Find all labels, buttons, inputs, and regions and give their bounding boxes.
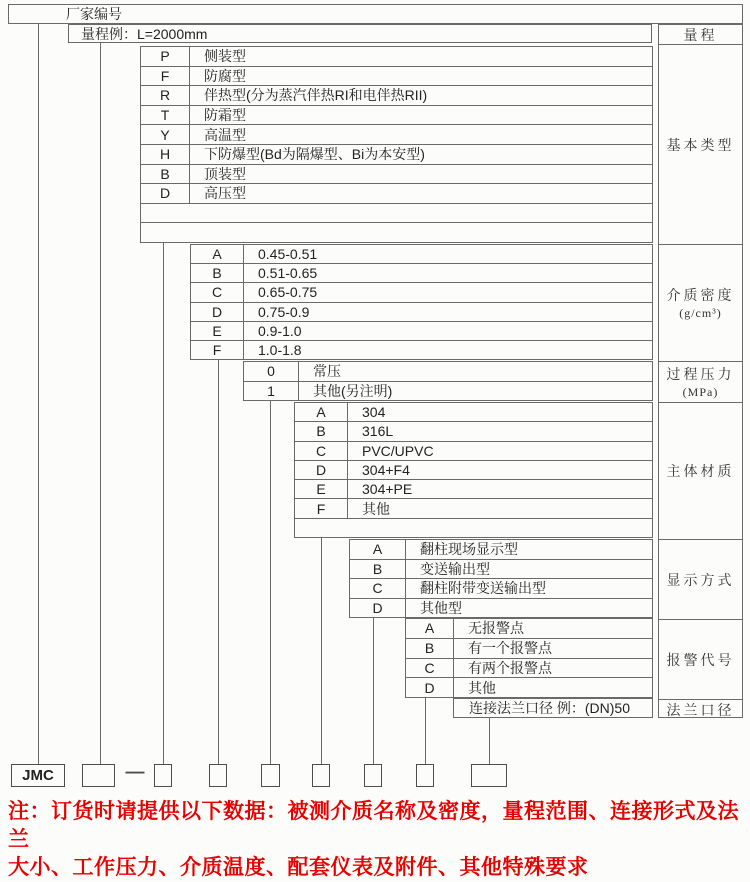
flange-size-row — [453, 698, 653, 718]
option-code: R — [141, 86, 190, 105]
side-label-range: 量程 — [683, 28, 718, 44]
option-code: A — [350, 540, 406, 559]
side-label-body-material: 主体材质 — [659, 402, 742, 539]
side-label-flange-size: 法兰口径 — [659, 699, 742, 719]
connector-alarm — [425, 698, 426, 764]
option-code — [295, 519, 348, 537]
factory-code-label: 厂家编号 — [66, 6, 122, 22]
option-label: 1.0-1.8 — [258, 341, 302, 358]
option-row — [244, 362, 652, 382]
alarm-code-table — [405, 618, 653, 698]
option-label — [348, 519, 652, 537]
factory-code-box — [8, 4, 743, 24]
option-label: 防腐型 — [204, 67, 246, 84]
option-row — [191, 264, 652, 283]
option-code: A — [295, 403, 348, 421]
process-pressure-table — [243, 361, 653, 401]
option-row — [141, 184, 652, 204]
option-row — [350, 579, 652, 599]
option-label: 304+F4 — [362, 461, 410, 478]
option-code: P — [141, 47, 190, 66]
option-code: E — [295, 480, 348, 498]
option-code: A — [191, 245, 244, 263]
range-example-label: 量程例：L=2000mm — [81, 25, 208, 42]
option-row — [191, 303, 652, 322]
option-label: 304 — [362, 404, 386, 421]
option-code: Y — [141, 125, 190, 144]
side-label-medium-density: 介质密度 (g/cm³) — [659, 244, 742, 361]
option-row — [295, 499, 652, 518]
code-box-basic-type — [154, 764, 172, 787]
option-code: C — [350, 579, 406, 598]
ordering-note-line2: 大小、工作压力、介质温度、配套仪表及附件、其他特殊要求 — [8, 856, 589, 879]
option-label — [190, 223, 652, 242]
option-code: B — [350, 560, 406, 579]
option-label: 高压型 — [204, 185, 246, 202]
option-label: 顶装型 — [204, 165, 246, 182]
option-label: 其他型 — [420, 599, 462, 616]
connector-factory-code — [38, 24, 39, 764]
option-row — [295, 480, 652, 499]
option-row — [350, 599, 652, 618]
option-row — [141, 67, 652, 87]
side-label-basic-type: 基本类型 — [659, 44, 742, 244]
option-row — [350, 540, 652, 560]
option-label: 伴热型(分为蒸汽伴热RI和电伴热RII) — [204, 87, 428, 104]
option-label: 其他(另注明) — [313, 382, 393, 399]
option-row — [141, 165, 652, 185]
option-row — [191, 245, 652, 264]
option-label: 翻柱附带变送输出型 — [420, 580, 546, 597]
option-label: 常压 — [313, 363, 341, 380]
model-prefix-box — [11, 764, 65, 787]
option-row — [141, 223, 652, 242]
connector-display — [373, 618, 374, 764]
option-label: PVC/UPVC — [362, 442, 434, 459]
option-code: B — [191, 264, 244, 282]
connector-pressure — [270, 401, 271, 764]
option-row — [244, 382, 652, 401]
connector-range — [100, 43, 101, 764]
option-label: 0.45-0.51 — [258, 246, 318, 263]
side-label-process-pressure: 过程压力 (MPa) — [659, 361, 742, 402]
option-code: E — [191, 322, 244, 340]
connector-material — [321, 538, 322, 764]
option-label: 有两个报警点 — [468, 659, 552, 676]
ordering-note — [8, 798, 746, 882]
option-code: 0 — [244, 362, 299, 381]
option-row — [141, 106, 652, 126]
option-code: H — [141, 145, 190, 164]
option-row — [406, 619, 652, 639]
option-code: T — [141, 106, 190, 125]
code-box-pressure — [261, 764, 280, 787]
option-code: F — [141, 67, 190, 86]
option-code: B — [295, 422, 348, 440]
code-box-display — [364, 764, 382, 787]
side-label-alarm-code: 报警代号 — [659, 619, 742, 699]
option-code: C — [406, 659, 454, 678]
option-code: C — [295, 442, 348, 460]
option-row — [141, 47, 652, 67]
option-row — [141, 86, 652, 106]
option-label: 侧装型 — [204, 48, 246, 65]
option-code: D — [191, 303, 244, 321]
option-row — [350, 560, 652, 580]
option-label: 其他 — [468, 679, 496, 696]
side-label-display-mode: 显示方式 — [659, 539, 742, 619]
option-label: 翻柱现场显示型 — [420, 541, 518, 558]
option-label: 变送输出型 — [420, 560, 490, 577]
option-code: C — [191, 283, 244, 301]
connector-basic-type — [163, 243, 164, 764]
option-row — [295, 403, 652, 422]
option-label: 其他 — [362, 500, 390, 517]
option-code: F — [191, 341, 244, 359]
option-label: 无报警点 — [468, 620, 524, 637]
option-label: 0.51-0.65 — [258, 265, 318, 282]
option-label: 316L — [362, 423, 394, 440]
option-label: 下防爆型(Bd为隔爆型、Bi为本安型) — [204, 146, 425, 163]
option-row — [191, 341, 652, 359]
option-label: 防霜型 — [204, 107, 246, 124]
option-label — [190, 204, 652, 223]
category-label-column — [658, 24, 743, 718]
option-label: 0.75-0.9 — [258, 303, 310, 320]
basic-type-table — [140, 46, 653, 243]
code-box-material — [312, 764, 330, 787]
option-code: D — [406, 678, 454, 697]
option-row — [295, 422, 652, 441]
option-row — [295, 461, 652, 480]
option-row — [141, 145, 652, 165]
option-code — [141, 223, 190, 242]
option-code: B — [406, 639, 454, 658]
option-label: 0.65-0.75 — [258, 284, 318, 301]
option-label: 0.9-1.0 — [258, 322, 302, 339]
range-example-box — [68, 24, 652, 43]
connector-flange — [489, 718, 490, 764]
option-row — [295, 442, 652, 461]
option-label: 304+PE — [362, 481, 413, 498]
flange-size-label: 连接法兰口径 例：(DN)50 — [469, 700, 631, 716]
code-box-flange — [471, 764, 507, 787]
body-material-table — [294, 402, 653, 538]
option-code: D — [350, 599, 406, 618]
option-row — [191, 283, 652, 302]
code-box-range — [82, 764, 115, 787]
connector-density — [218, 360, 219, 764]
option-row — [406, 639, 652, 659]
model-prefix-label: JMC — [22, 767, 54, 784]
option-code: A — [406, 619, 454, 638]
code-box-density — [209, 764, 227, 787]
ordering-note-line1: 注：订货时请提供以下数据：被测介质名称及密度，量程范围、连接形式及法兰 — [8, 800, 739, 851]
medium-density-table — [190, 244, 653, 360]
dash-separator: — — [125, 762, 145, 783]
option-label: 有一个报警点 — [468, 640, 552, 657]
option-row — [295, 519, 652, 537]
option-row — [191, 322, 652, 341]
display-mode-table — [349, 539, 653, 618]
code-box-alarm — [416, 764, 434, 787]
option-code — [141, 204, 190, 223]
option-label: 高温型 — [204, 126, 246, 143]
option-code: F — [295, 499, 348, 517]
option-code: B — [141, 165, 190, 184]
option-row — [141, 125, 652, 145]
option-row — [141, 204, 652, 224]
option-code: 1 — [244, 382, 299, 401]
option-code: D — [141, 184, 190, 203]
option-code: D — [295, 461, 348, 479]
option-row — [406, 659, 652, 679]
option-row — [406, 678, 652, 697]
